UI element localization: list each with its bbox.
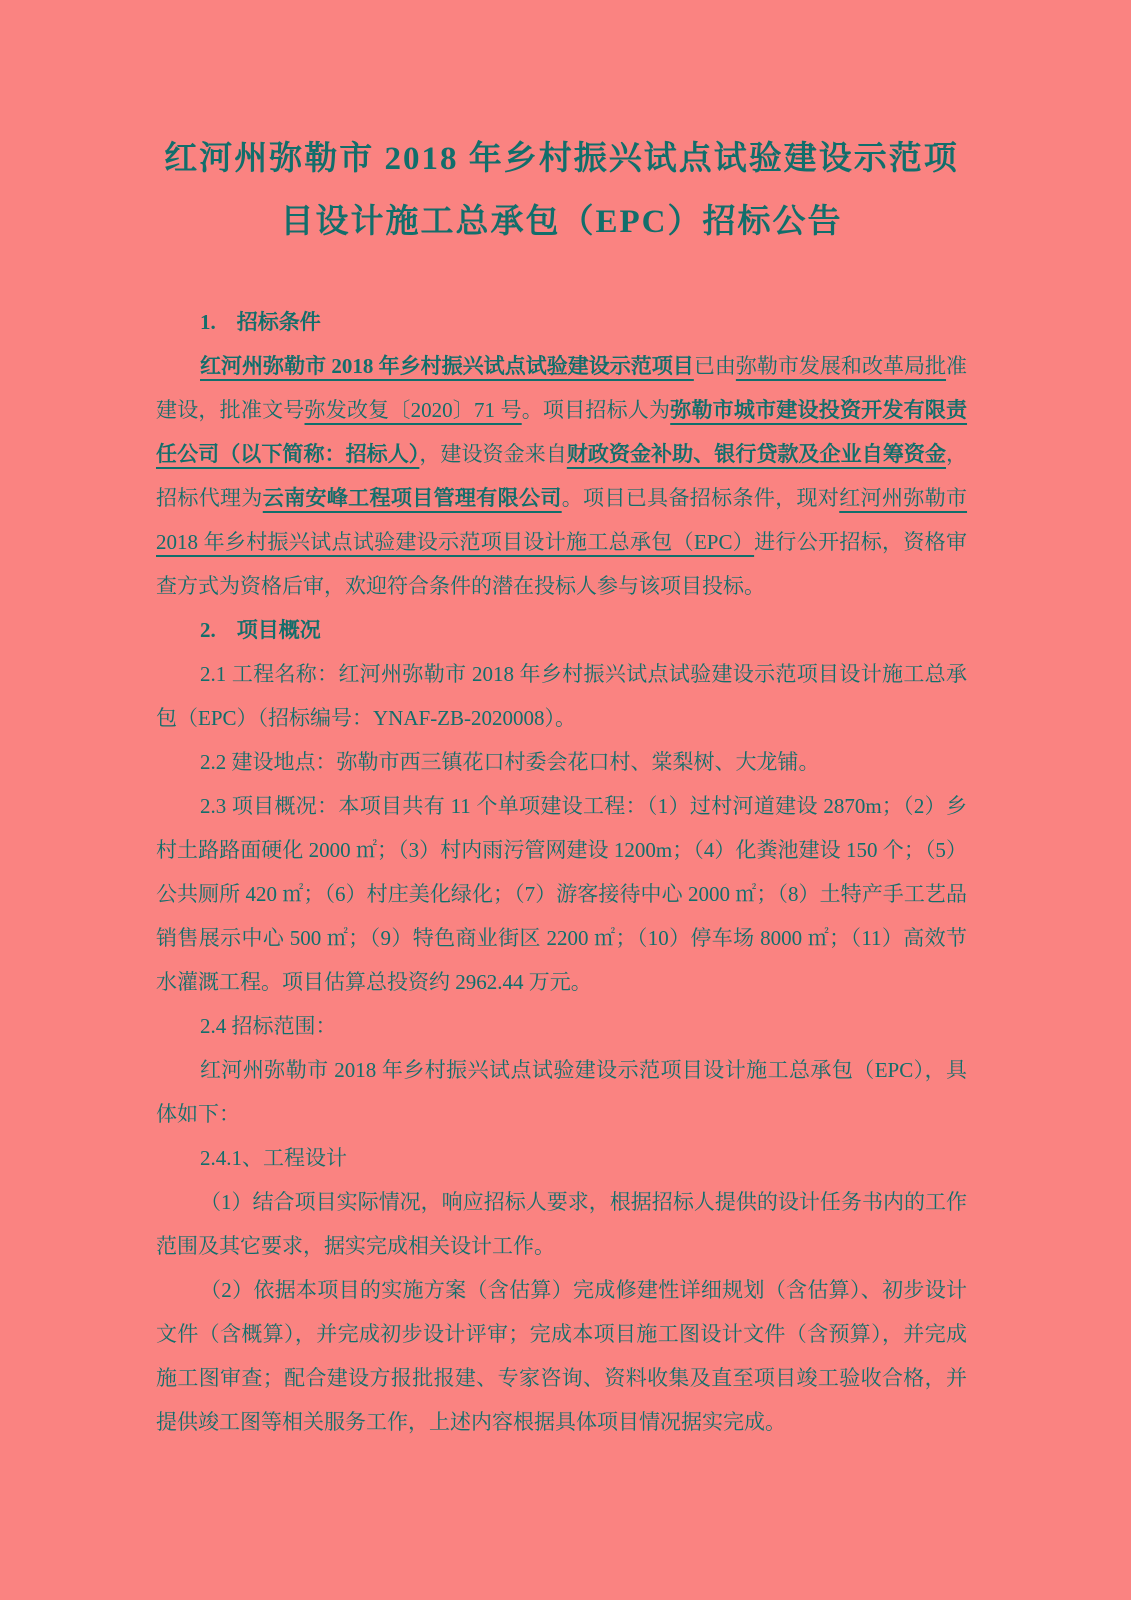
paragraph [156, 784, 967, 1004]
text-run: 红河州弥勒市 2018 年乡村振兴试点试验建设示范项目设计施工总承包（EPC） [156, 486, 968, 554]
text-run: （2）依据本项目的实施方案（含估算）完成修建性详细规划（含估算）、初步设计文件（含概算），并完成初步设计评审；完成本项目施工图设计文件（含预算），并完成施工图审查；配合建设方报批报建、专家咨询、资料收集及直至项目竣工验收合格，并提供竣工图等相关服务工作，上述内容根据具体项目情况据实完成。 [156, 1278, 967, 1434]
text-run: 1. 招标条件 [200, 310, 321, 334]
text-run: 财政资金补助、银行贷款及企业自筹资金 [566, 442, 947, 466]
document-title [156, 128, 967, 254]
text-run: 2.2 建设地点：弥勒市西三镇花口村委会花口村、棠梨树、大龙铺。 [200, 750, 820, 774]
text-run: 。项目已具备招标条件，现对 [561, 486, 840, 510]
text-run: 已由 [693, 354, 736, 378]
text-run: 准建设，批准文号 [156, 354, 968, 422]
text-run: 2. 项目概况 [200, 618, 321, 642]
text-run: 2.4.1、工程设计 [200, 1146, 347, 1170]
text-run: 弥发改复〔2020〕71 号 [304, 398, 522, 422]
paragraph [156, 1180, 967, 1268]
text-run: ，招标代理为 [156, 442, 968, 510]
paragraph [156, 652, 967, 740]
text-run: 2.4 招标范围： [200, 1014, 337, 1038]
paragraph [156, 1136, 967, 1180]
text-run: 2.3 项目概况：本项目共有 11 个单项建设工程：（1）过村河道建设 2870m；（2）乡村土路路面硬化 2000 ㎡；（3）村内雨污管网建设 1200m；（4）化粪池建设 150 个；（5）公共厕所 420 ㎡；（6）村庄美化绿化；（7）游客接待中心 2000 ㎡；（8）土特产手工艺品销售展示中心 500 ㎡；（9）特色商业街区 2200 ㎡；（10）停车场 8000 ㎡；（11）高效节水灌溉工程。项目估算总投资约 2962.44 万元。 [156, 794, 967, 994]
paragraph [156, 1004, 967, 1048]
paragraph [156, 1268, 967, 1444]
document-title-line-2: 目设计施工总承包（EPC）招标公告 [280, 204, 843, 240]
section-heading [156, 608, 967, 652]
text-run: 红河州弥勒市 2018 年乡村振兴试点试验建设示范项目 [200, 354, 694, 378]
paragraph [156, 740, 967, 784]
text-run: 红河州弥勒市 2018 年乡村振兴试点试验建设示范项目设计施工总承包（EPC），具体如下： [156, 1058, 967, 1126]
text-run: ，建设资金来自 [419, 442, 567, 466]
text-run: 2.1 工程名称：红河州弥勒市 2018 年乡村振兴试点试验建设示范项目设计施工总承包（EPC）（招标编号：YNAF-ZB-2020008）。 [156, 662, 967, 730]
document-body [156, 300, 967, 1444]
text-run: 进行公开招标，资格审查方式为资格后审，欢迎符合条件的潜在投标人参与该项目投标。 [156, 530, 967, 598]
paragraph [156, 1048, 967, 1136]
text-run: 弥勒市发展和改革局批 [735, 354, 947, 378]
paragraph [156, 344, 967, 608]
document-title-line-1: 红河州弥勒市 2018 年乡村振兴试点试验建设示范项 [164, 141, 959, 177]
section-heading [156, 300, 967, 344]
text-run: 。项目招标人为 [521, 398, 671, 422]
text-run: 云南安峰工程项目管理有限公司 [262, 486, 562, 510]
text-run: （1）结合项目实际情况，响应招标人要求，根据招标人提供的设计任务书内的工作范围及其它要求，据实完成相关设计工作。 [156, 1190, 967, 1258]
text-run: 弥勒市城市建设投资开发有限责任公司（以下简称：招标人） [156, 398, 968, 466]
